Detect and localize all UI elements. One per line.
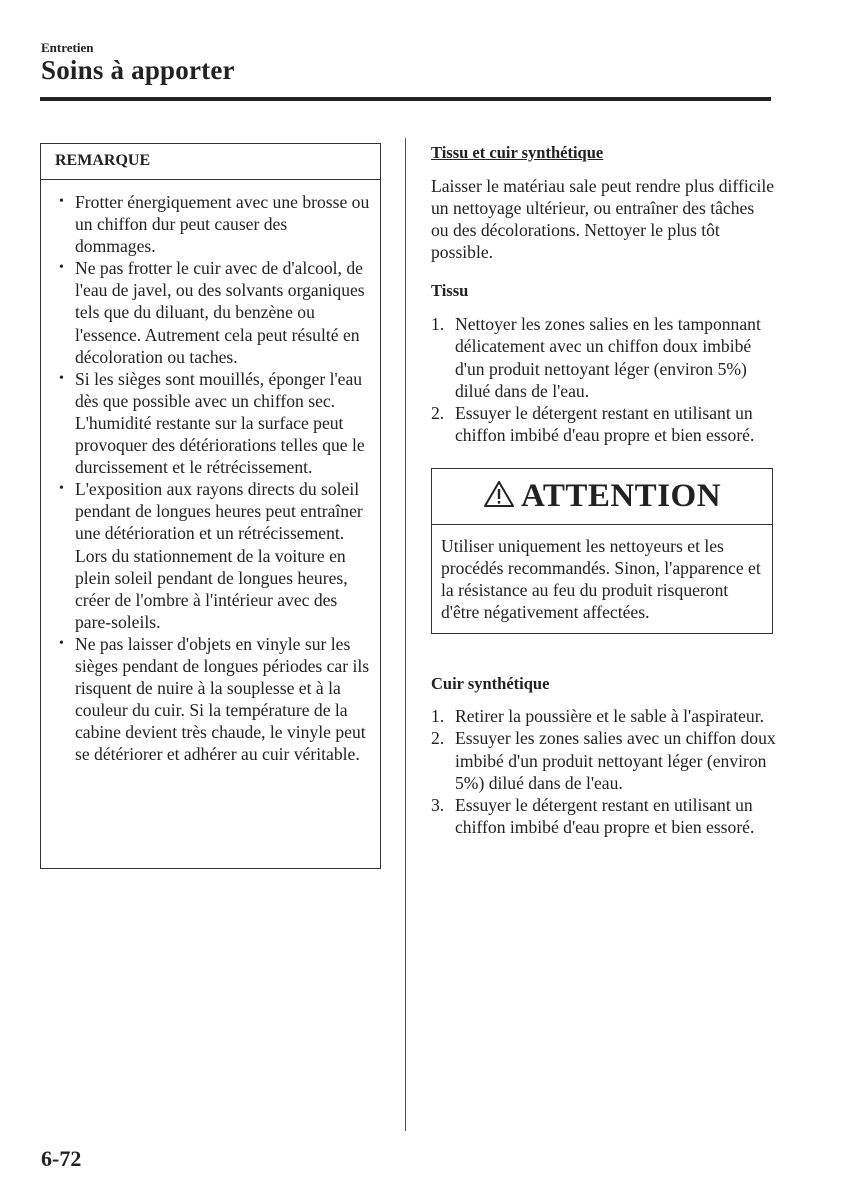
right-column bbox=[431, 141, 776, 838]
caution-text: Utiliser uniquement les nettoyeurs et les procédés recommandés. Sinon, l'apparence et la résistance au feu du produit risqueront d'être négativement affectées. bbox=[441, 535, 761, 623]
step-text: Nettoyer les zones salies en les tamponnant délicatement avec un chiffon doux imbibé d'un produit nettoyant léger (environ 5%) dilué dans de l'eau. bbox=[455, 314, 761, 401]
fabric-step bbox=[431, 313, 776, 401]
synthetic-leather-step bbox=[431, 705, 776, 727]
note-item: • Ne pas frotter le cuir avec de d'alcool, de l'eau de javel, ou des solvants organiques tels que du diluant, du benzène ou l'essence. Autrement cela peut résulté en décoloration ou taches. bbox=[59, 257, 372, 367]
step-text: Essuyer le détergent restant en utilisant un chiffon imbibé d'eau propre et bien essoré. bbox=[455, 402, 755, 445]
page-title: Soins à apporter bbox=[41, 55, 235, 85]
fabric-steps bbox=[431, 313, 776, 446]
fabric-step bbox=[431, 402, 776, 446]
caution-header bbox=[432, 469, 772, 525]
warning-triangle-icon bbox=[483, 480, 515, 513]
fabric-synthetic-heading: Tissu et cuir synthétique bbox=[431, 143, 604, 162]
note-item: • Si les sièges sont mouillés, éponger l'eau dès que possible avec un chiffon sec. L'humidité restante sur la surface peut provoquer des détériorations telles que le durcissement et le rétrécissement. bbox=[59, 368, 372, 478]
synthetic-leather-step bbox=[431, 727, 776, 793]
note-item: • Ne pas laisser d'objets en vinyle sur les sièges pendant de longues périodes car ils risquent de nuire à la souplesse et à la couleur du cuir. Si la température de la cabine devient très chaude, le vinyle peut se détériorer et adhérer au cuir véritable. bbox=[59, 633, 372, 766]
section-label: Entretien bbox=[41, 40, 94, 55]
synthetic-leather-steps bbox=[431, 705, 776, 838]
synthetic-leather-step bbox=[431, 794, 776, 838]
step-number: 2. bbox=[431, 728, 445, 749]
fabric-heading: Tissu bbox=[431, 281, 469, 301]
caution-title: ATTENTION bbox=[520, 478, 722, 515]
step-text: Essuyer le détergent restant en utilisant un chiffon imbibé d'eau propre et bien essoré. bbox=[455, 794, 755, 837]
caution-box bbox=[431, 468, 773, 634]
synthetic-leather-heading: Cuir synthétique bbox=[431, 674, 550, 694]
note-box bbox=[40, 143, 381, 869]
step-text: Essuyer les zones salies avec un chiffon doux imbibé d'un produit nettoyant léger (environ 5%) dilué dans de l'eau. bbox=[455, 728, 776, 793]
step-number: 2. bbox=[431, 402, 445, 423]
step-number: 3. bbox=[431, 794, 445, 815]
note-list bbox=[41, 180, 380, 765]
note-title: REMARQUE bbox=[41, 144, 380, 180]
title-rule bbox=[40, 97, 771, 101]
step-number: 1. bbox=[431, 314, 445, 335]
note-item: • Frotter énergiquement avec une brosse ou un chiffon dur peut causer des dommages. bbox=[59, 191, 372, 257]
fabric-synthetic-intro: Laisser le matériau sale peut rendre plus difficile un nettoyage ultérieur, ou entraîner des tâches ou des décolorations. Nettoyer le plus tôt possible. bbox=[431, 176, 775, 263]
column-divider bbox=[405, 138, 406, 1131]
step-number: 1. bbox=[431, 706, 445, 727]
page-number: 6-72 bbox=[41, 1146, 82, 1171]
step-text: Retirer la poussière et le sable à l'aspirateur. bbox=[455, 706, 764, 727]
note-item: • L'exposition aux rayons directs du soleil pendant de longues heures peut entraîner une détérioration et un rétrécissement. Lors du stationnement de la voiture en plein soleil pendant de longues heures, créer de l'ombre à l'intérieur avec des pare-soleils. bbox=[59, 478, 372, 633]
